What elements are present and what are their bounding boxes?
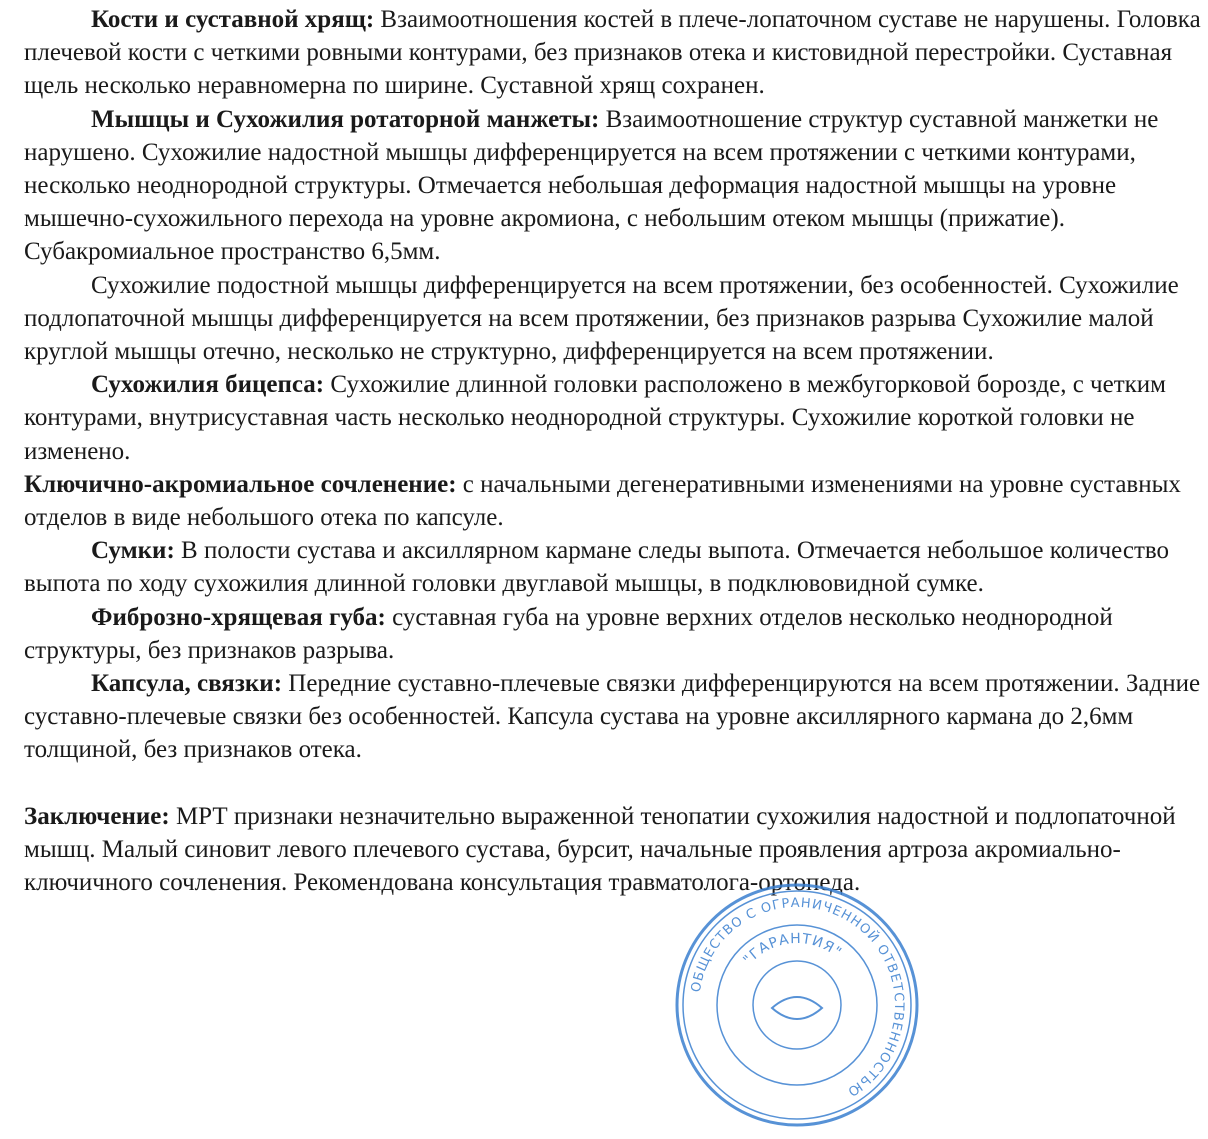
conclusion-heading: Заключение: <box>24 802 170 830</box>
section-text: Взаимоотношение структур суставной манжетки не нарушено. Сухожилие надостной мышцы дифференцируется на всем протяжении с четкими контурами, несколько неоднородной структуры. Отмечается небольшая деформация надостной мышцы на уровне мышечно-сухожильного перехода на уровне акромиона, с небольшим отеком мышцы (прижатие). Субакромиальное пространство 6,5мм. <box>24 105 1159 266</box>
section-bursae <box>24 534 1206 600</box>
section-labrum <box>24 601 1206 667</box>
section-heading: Мышцы и Сухожилия ротаторной манжеты: <box>91 105 600 133</box>
report-body <box>24 3 1206 899</box>
stamp-seal <box>672 880 922 1130</box>
section-text: В полости сустава и аксиллярном кармане следы выпота. Отмечается небольшое количество выпота по ходу сухожилия длинной головки двуглавой мышцы, в подклювовидной сумке. <box>24 537 1170 598</box>
section-text: Сухожилие длинной головки расположено в межбугорковой борозде, с четким контурами, внутрисуставная часть несколько неоднородной структуры. Сухожилие короткой головки не изменено. <box>24 371 1166 465</box>
spacer <box>24 767 1206 800</box>
section-text: с начальными дегенеративными изменениями на уровне суставных отделов в виде небольшого отека по капсуле. <box>24 470 1181 532</box>
conclusion <box>24 800 1206 900</box>
conclusion-text: МРТ признаки незначительно выраженной тенопатии сухожилия надостной и подлопаточной мышц. Малый синовит левого плечевого сустава, бурсит, начальные проявления артроза акромиально-ключичного сочленения. Рекомендована консультация травматолога-ортопеда. <box>24 802 1176 897</box>
section-text: Взаимоотношения костей в плече-лопаточном суставе не нарушены. Головка плечевой кости с четкими ровными контурами, без признаков отека и кистовидной перестройки. Суставная щель несколько неравномерна по ширине. Суставной хрящ сохранен. <box>24 6 1201 100</box>
section-text: суставная губа на уровне верхних отделов несколько неоднородной структуры, без признаков разрыва. <box>24 603 1113 664</box>
section-text: Передние суставно-плечевые связки дифференцируются на всем протяжении. Задние суставно-плечевые связки без особенностей. Капсула сустава на уровне аксиллярного кармана до 2,6мм толщиной, без признаков отека. <box>24 670 1201 764</box>
section-rotator-cuff <box>24 103 1206 269</box>
section-bones <box>24 3 1206 103</box>
svg-text:"ГАРАНТИЯ": "ГАРАНТИЯ" <box>740 930 845 969</box>
clinic-stamp <box>672 880 922 1130</box>
section-heading: Кости и суставной хрящ: <box>91 6 375 33</box>
section-heading: Капсула, связки: <box>91 670 283 698</box>
section-heading: Фиброзно-хрящевая губа: <box>91 603 386 631</box>
section-capsule <box>24 667 1206 767</box>
svg-text:ОБЩЕСТВО С ОГРАНИЧЕННОЙ ОТВЕТС: ОБЩЕСТВО С ОГРАНИЧЕННОЙ ОТВЕТСТВЕННОСТЬЮ <box>688 895 907 1100</box>
section-heading: Сумки: <box>91 537 175 565</box>
section-text: Сухожилие подостной мышцы дифференцируется на всем протяжении, без особенностей. Сухожилие подлопаточной мышцы дифференцируется на всем протяжении, без признаков разрыва Сухожилие малой круглой мышцы отечно, несколько не структурно, дифференцируется на всем протяжении. <box>24 271 1179 366</box>
section-biceps <box>24 368 1206 468</box>
section-heading: Сухожилия бицепса: <box>91 371 325 399</box>
section-acromioclavicular <box>24 468 1206 534</box>
section-heading: Ключично-акромиальное сочленение: <box>24 470 457 498</box>
section-tendons <box>24 269 1206 369</box>
